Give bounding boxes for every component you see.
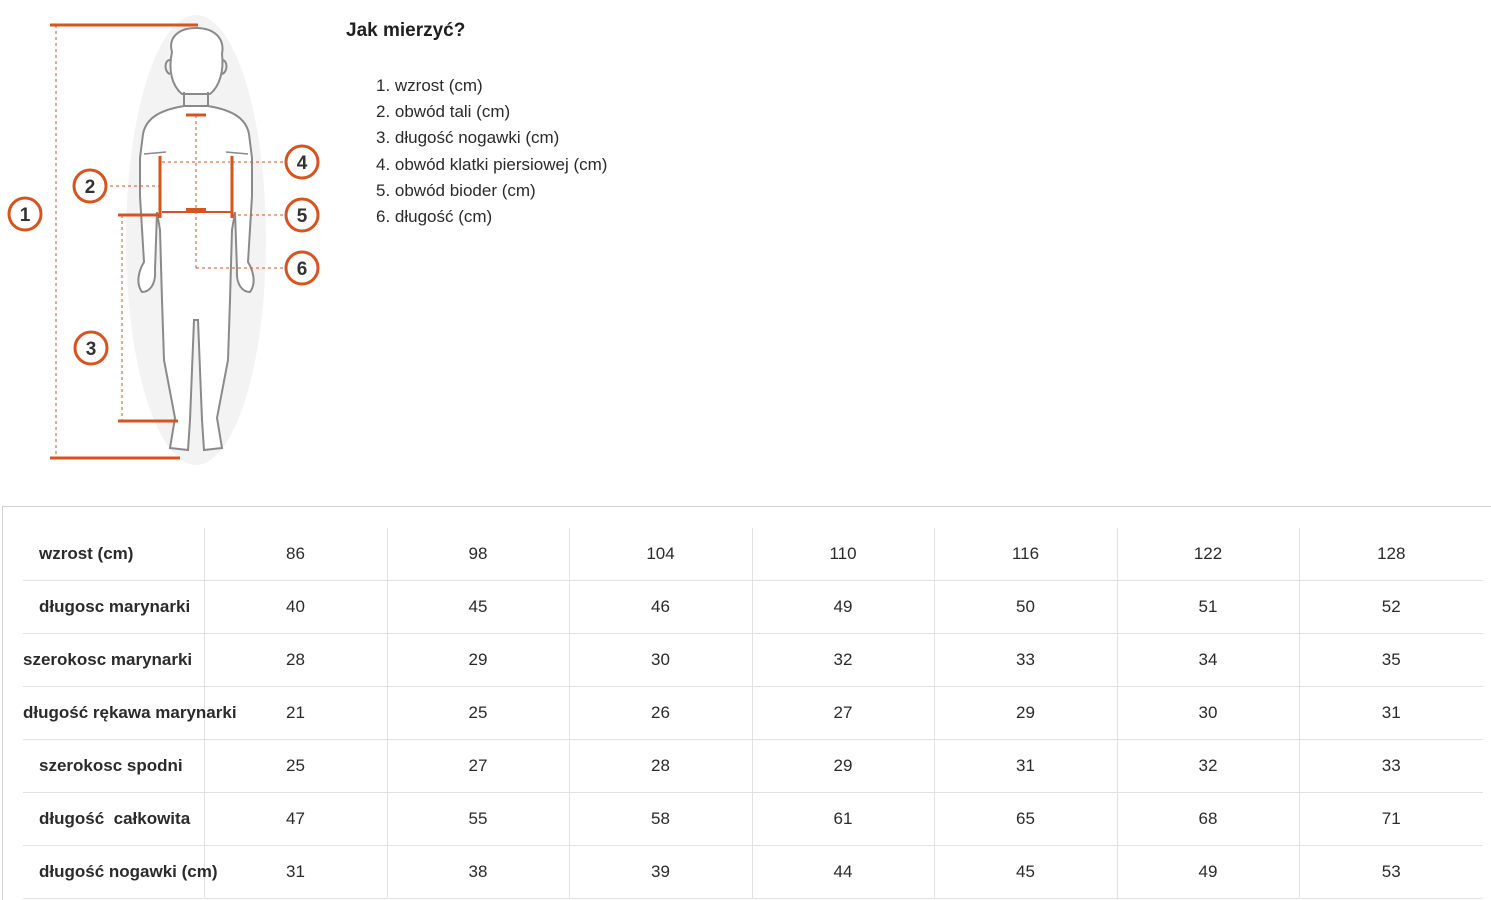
table-cell: 33 [934, 634, 1117, 687]
how-to-measure-section [346, 18, 846, 227]
measurement-item-hips: 5. obwód bioder (cm) [376, 180, 536, 200]
table-cell: 29 [387, 634, 569, 687]
table-cell: 50 [934, 581, 1117, 634]
table-cell: 35 [1299, 634, 1483, 687]
table-cell: 52 [1299, 581, 1483, 634]
table-cell: 32 [1117, 740, 1299, 793]
row-label: długość całkowita [23, 793, 204, 846]
how-to-measure-title: Jak mierzyć? [346, 20, 466, 41]
table-cell: 49 [752, 581, 934, 634]
marker-6 [286, 252, 318, 284]
svg-text:1: 1 [19, 205, 31, 226]
measurement-item-inseam: 3. długość nogawki (cm) [376, 128, 560, 148]
table-row [23, 846, 1483, 899]
table-cell: 58 [569, 793, 752, 846]
marker-1 [9, 198, 41, 230]
table-cell: 46 [569, 581, 752, 634]
table-cell: 31 [204, 846, 387, 899]
table-row [23, 687, 1483, 740]
table-cell: 45 [934, 846, 1117, 899]
table-cell: 29 [934, 687, 1117, 740]
row-label: wzrost (cm) [23, 528, 204, 581]
body-outline-illustration [0, 0, 330, 475]
table-row [23, 581, 1483, 634]
table-cell: 44 [752, 846, 934, 899]
measurement-item-chest: 4. obwód klatki piersiowej (cm) [376, 154, 608, 174]
table-cell: 45 [387, 581, 569, 634]
table-cell: 98 [387, 528, 569, 581]
row-label: szerokosc marynarki [23, 634, 204, 687]
table-cell: 31 [1299, 687, 1483, 740]
svg-text:3: 3 [85, 339, 97, 360]
table-row [23, 528, 1483, 581]
table-cell: 38 [387, 846, 569, 899]
table-cell: 51 [1117, 581, 1299, 634]
row-label: długosc marynarki [23, 581, 204, 634]
table-cell: 31 [934, 740, 1117, 793]
table-cell: 104 [569, 528, 752, 581]
marker-2 [74, 170, 106, 202]
table-cell: 110 [752, 528, 934, 581]
table-cell: 122 [1117, 528, 1299, 581]
table-cell: 27 [752, 687, 934, 740]
measurement-figure [0, 0, 330, 475]
svg-text:2: 2 [84, 177, 96, 198]
table-cell: 25 [387, 687, 569, 740]
size-table-container [2, 506, 1491, 900]
marker-3 [75, 332, 107, 364]
table-cell: 30 [1117, 687, 1299, 740]
table-cell: 32 [752, 634, 934, 687]
table-cell: 33 [1299, 740, 1483, 793]
table-cell: 49 [1117, 846, 1299, 899]
table-cell: 86 [204, 528, 387, 581]
table-cell: 55 [387, 793, 569, 846]
table-cell: 68 [1117, 793, 1299, 846]
table-cell: 53 [1299, 846, 1483, 899]
table-row [23, 634, 1483, 687]
table-cell: 34 [1117, 634, 1299, 687]
table-cell: 65 [934, 793, 1117, 846]
table-cell: 71 [1299, 793, 1483, 846]
svg-text:5: 5 [296, 206, 308, 227]
table-cell: 39 [569, 846, 752, 899]
row-label: szerokosc spodni [23, 740, 204, 793]
table-row [23, 740, 1483, 793]
measurement-item-length: 6. długość (cm) [376, 207, 493, 227]
measurement-item-waist: 2. obwód tali (cm) [376, 102, 511, 122]
table-cell: 61 [752, 793, 934, 846]
measurement-list [376, 73, 607, 230]
table-cell: 28 [204, 634, 387, 687]
measurement-item-height: 1. wzrost (cm) [376, 76, 483, 95]
marker-4 [286, 146, 318, 178]
svg-text:4: 4 [296, 153, 308, 174]
table-cell: 27 [387, 740, 569, 793]
table-cell: 40 [204, 581, 387, 634]
marker-5 [286, 199, 318, 231]
table-row [23, 793, 1483, 846]
table-cell: 29 [752, 740, 934, 793]
row-label: długość rękawa marynarki [23, 687, 204, 740]
table-cell: 28 [569, 740, 752, 793]
table-cell: 128 [1299, 528, 1483, 581]
table-cell: 21 [204, 687, 387, 740]
table-cell: 47 [204, 793, 387, 846]
table-cell: 30 [569, 634, 752, 687]
svg-text:6: 6 [296, 259, 308, 280]
table-cell: 26 [569, 687, 752, 740]
table-cell: 116 [934, 528, 1117, 581]
size-table [23, 528, 1483, 899]
row-label: długość nogawki (cm) [23, 846, 204, 899]
table-cell: 25 [204, 740, 387, 793]
